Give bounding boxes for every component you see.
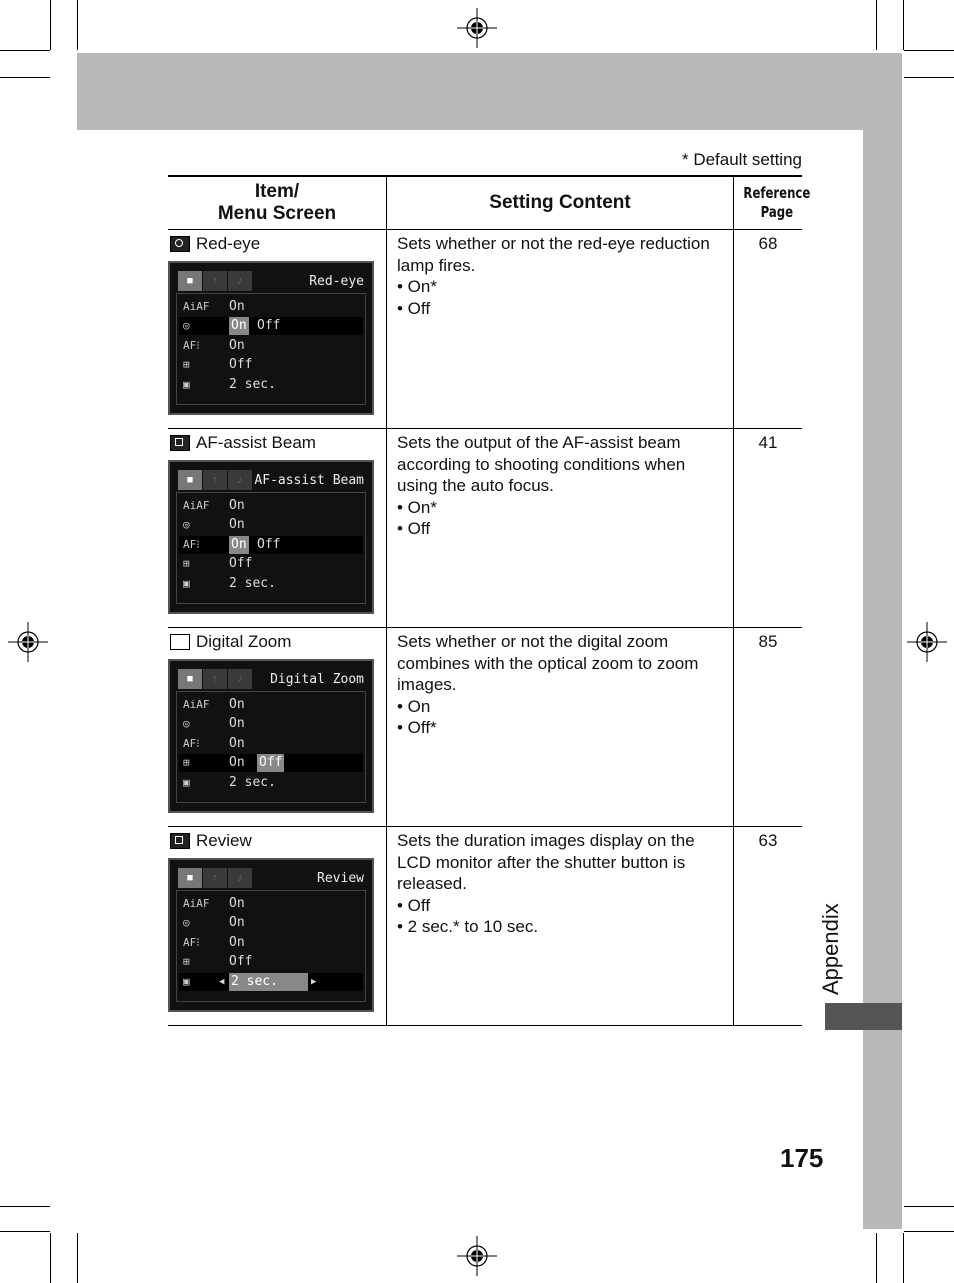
- red-eye-icon: ◎: [183, 318, 190, 332]
- menu-value: On: [231, 536, 247, 552]
- menu-screen-title: Digital Zoom: [270, 671, 364, 687]
- menu-tabs: [178, 271, 252, 291]
- item-title: [168, 432, 386, 454]
- option-item: • Off: [397, 895, 431, 915]
- table-row: [168, 230, 802, 429]
- camera-tab-icon: ■: [178, 868, 202, 888]
- item-label: Digital Zoom: [196, 632, 292, 651]
- aiaf-icon: AiAF: [183, 896, 210, 910]
- camera-tab-icon: ■: [178, 271, 202, 291]
- menu-tabs: [178, 868, 252, 888]
- option-item: • 2 sec.* to 10 sec.: [397, 917, 539, 936]
- crop-mark: [903, 1233, 904, 1283]
- review-icon: ▣: [183, 576, 190, 590]
- menu-screen-title: Review: [317, 870, 364, 886]
- menu-value: On: [229, 497, 245, 513]
- reference-page-cell: 63: [734, 827, 803, 1026]
- menu-value: On: [229, 715, 245, 731]
- menu-row: [179, 298, 363, 316]
- setup-tab-icon: ↑: [203, 669, 227, 689]
- aiaf-icon: AiAF: [183, 697, 210, 711]
- item-cell: [168, 628, 387, 827]
- crop-mark: [0, 1206, 50, 1207]
- menu-value: On: [229, 696, 245, 712]
- menu-value: On: [229, 754, 245, 770]
- menu-row: [179, 774, 363, 792]
- menu-panel: [176, 293, 366, 405]
- crop-mark: [904, 50, 954, 51]
- setup-tab-icon: ↑: [203, 271, 227, 291]
- menu-row: [179, 914, 363, 932]
- top-gray-band: [77, 53, 902, 130]
- menu-row: [179, 516, 363, 534]
- reference-page-cell: 85: [734, 628, 803, 827]
- option-item: • On: [397, 696, 431, 716]
- header-reference-page: [734, 176, 811, 230]
- default-setting-note: * Default setting: [681, 150, 802, 169]
- registration-mark-icon: [907, 622, 947, 662]
- option-item: • On*: [397, 497, 437, 517]
- reference-page-cell: 68: [734, 230, 803, 429]
- option-item: • On*: [397, 277, 437, 296]
- content-cell: [387, 230, 734, 429]
- table-row: [168, 429, 802, 628]
- settings-table: [168, 175, 811, 1026]
- aiaf-icon: AiAF: [183, 498, 210, 512]
- af-assist-icon: AF⁝: [183, 736, 200, 750]
- menu-row: [179, 337, 363, 355]
- header-item: [168, 176, 387, 230]
- setting-description: Sets whether or not the red-eye reduction lamp fires.: [397, 234, 710, 275]
- mycamera-tab-icon: ♪: [228, 868, 252, 888]
- crop-mark: [50, 1233, 51, 1283]
- digital-zoom-icon: ⊞: [183, 954, 190, 968]
- menu-value: On: [229, 337, 245, 353]
- registration-mark-icon: [457, 8, 497, 48]
- camera-tab-icon: ■: [178, 470, 202, 490]
- review-icon: [170, 833, 190, 849]
- item-title: [168, 631, 386, 653]
- af-assist-icon: AF⁝: [183, 537, 200, 551]
- menu-value: On: [229, 895, 245, 911]
- option-item: • Off*: [397, 718, 437, 737]
- header-ref-line1: Reference: [743, 183, 811, 202]
- menu-screen: [168, 858, 374, 1012]
- menu-row: [179, 356, 363, 374]
- appendix-tab-marker: [825, 1003, 902, 1030]
- aiaf-icon: AiAF: [183, 299, 210, 313]
- menu-value: On: [229, 934, 245, 950]
- menu-value: [229, 973, 308, 991]
- item-cell: [168, 230, 387, 429]
- setting-description: Sets whether or not the digital zoom combines with the optical zoom to zoom images.: [397, 632, 699, 694]
- item-label: Red-eye: [196, 234, 261, 253]
- menu-value: Off: [229, 555, 253, 571]
- appendix-side-label: Appendix: [818, 903, 843, 995]
- menu-value: 2 sec.: [229, 575, 276, 591]
- item-cell: [168, 827, 387, 1026]
- menu-row: [179, 715, 363, 733]
- crop-mark: [0, 50, 50, 51]
- right-arrow-icon: ▶: [311, 976, 317, 987]
- crop-mark: [50, 0, 51, 50]
- table-header-row: [168, 176, 802, 230]
- menu-row-selected: [179, 317, 363, 335]
- header-ref-line2: Page: [760, 202, 794, 221]
- crop-mark: [904, 1231, 954, 1232]
- item-title: [168, 830, 386, 852]
- digital-zoom-icon: ⊞: [183, 755, 190, 769]
- menu-row: [179, 555, 363, 573]
- item-label: AF-assist Beam: [196, 433, 316, 452]
- header-setting-content: Setting Content: [387, 176, 734, 230]
- menu-tabs: [178, 470, 252, 490]
- menu-tabs: [178, 669, 252, 689]
- review-icon: ▣: [183, 974, 190, 988]
- menu-panel: [176, 691, 366, 803]
- menu-panel: [176, 890, 366, 1002]
- crop-mark: [876, 0, 877, 50]
- registration-mark-icon: [457, 1236, 497, 1276]
- menu-row: [179, 895, 363, 913]
- header-item-line1: Item/: [254, 181, 300, 202]
- menu-value: 2 sec.: [229, 376, 276, 392]
- mycamera-tab-icon: ♪: [228, 669, 252, 689]
- crop-mark: [904, 77, 954, 78]
- option-item: • Off: [397, 519, 431, 538]
- menu-value: Off: [229, 356, 253, 372]
- digital-zoom-icon: [170, 634, 190, 650]
- menu-value: On: [229, 516, 245, 532]
- reference-page-cell: 41: [734, 429, 803, 628]
- red-eye-icon: ◎: [183, 915, 190, 929]
- menu-value-alt: Off: [257, 317, 281, 333]
- menu-row: [179, 376, 363, 394]
- review-icon: ▣: [183, 377, 190, 391]
- menu-screen: [168, 659, 374, 813]
- option-item: • Off: [397, 298, 431, 318]
- menu-panel: [176, 492, 366, 604]
- registration-mark-icon: [8, 622, 48, 662]
- menu-value: On: [229, 735, 245, 751]
- menu-row: [179, 953, 363, 971]
- menu-row: [179, 575, 363, 593]
- table-row: [168, 628, 802, 827]
- menu-value-alt: Off: [259, 754, 283, 770]
- setting-description: Sets the output of the AF-assist beam according to shooting conditions when using the auto focus.: [397, 433, 686, 495]
- menu-value-alt: Off: [257, 536, 281, 552]
- menu-value: 2 sec.: [229, 774, 276, 790]
- header-item-line2: Menu Screen: [217, 203, 337, 224]
- menu-value: On: [229, 298, 245, 314]
- digital-zoom-icon: ⊞: [183, 357, 190, 371]
- item-title: [168, 233, 386, 255]
- red-eye-icon: ◎: [183, 517, 190, 531]
- crop-mark: [876, 1233, 877, 1283]
- menu-row-selected: [179, 754, 363, 772]
- menu-screen-title: Red-eye: [309, 273, 364, 289]
- crop-mark: [903, 0, 904, 50]
- item-cell: [168, 429, 387, 628]
- left-arrow-icon: ◀: [219, 976, 225, 987]
- menu-value-text: 2 sec.: [231, 973, 278, 989]
- crop-mark: [904, 1206, 954, 1207]
- camera-tab-icon: ■: [178, 669, 202, 689]
- table-row: [168, 827, 802, 1026]
- setting-description: Sets the duration images display on the LCD monitor after the shutter button is released.: [397, 831, 695, 893]
- mycamera-tab-icon: ♪: [228, 470, 252, 490]
- af-assist-icon: AF⁝: [183, 935, 200, 949]
- crop-mark: [77, 1233, 78, 1283]
- side-gray-band: [863, 130, 902, 1229]
- menu-row: [179, 696, 363, 714]
- mycamera-tab-icon: ♪: [228, 271, 252, 291]
- menu-row: [179, 497, 363, 515]
- menu-row-selected: [179, 973, 363, 991]
- content-cell: [387, 429, 734, 628]
- content-cell: [387, 827, 734, 1026]
- af-assist-icon: [170, 435, 190, 451]
- menu-value: Off: [229, 953, 253, 969]
- menu-screen: [168, 261, 374, 415]
- menu-value: On: [231, 317, 247, 333]
- af-assist-icon: AF⁝: [183, 338, 200, 352]
- setup-tab-icon: ↑: [203, 868, 227, 888]
- menu-value: On: [229, 914, 245, 930]
- crop-mark: [77, 0, 78, 50]
- crop-mark: [0, 1231, 50, 1232]
- menu-screen-title: AF-assist Beam: [254, 472, 364, 488]
- setup-tab-icon: ↑: [203, 470, 227, 490]
- menu-row-selected: [179, 536, 363, 554]
- menu-row: [179, 735, 363, 753]
- crop-mark: [0, 77, 50, 78]
- menu-screen: [168, 460, 374, 614]
- item-label: Review: [196, 831, 252, 850]
- page-number: 175: [780, 1143, 824, 1173]
- content-cell: [387, 628, 734, 827]
- menu-row: [179, 934, 363, 952]
- red-eye-icon: ◎: [183, 716, 190, 730]
- review-icon: ▣: [183, 775, 190, 789]
- digital-zoom-icon: ⊞: [183, 556, 190, 570]
- red-eye-icon: [170, 236, 190, 252]
